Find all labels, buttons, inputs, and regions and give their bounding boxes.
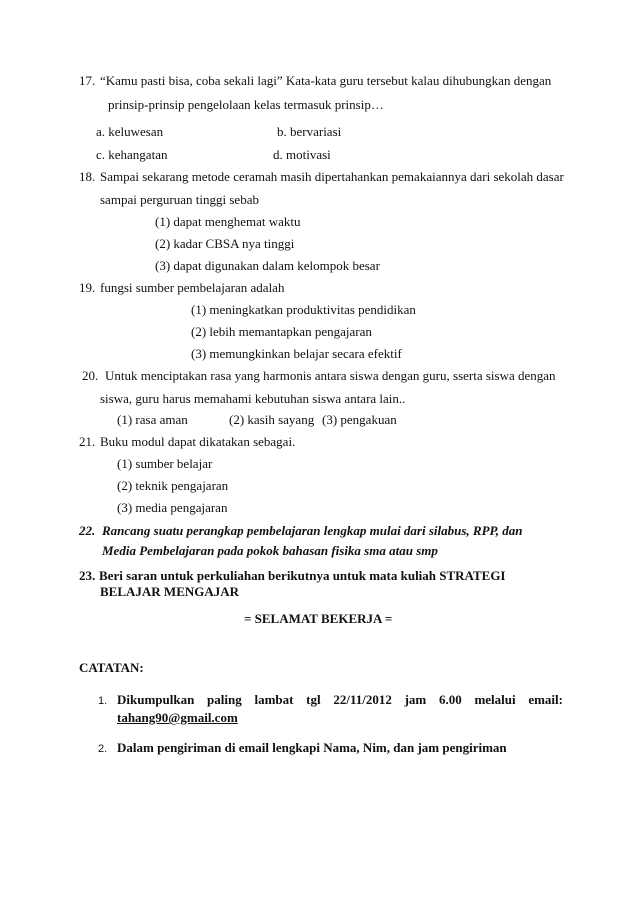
note-2-text: Dalam pengiriman di email lengkapi Nama, Nim, dan jam pengiriman: [117, 740, 507, 755]
note-1-number: 1.: [98, 695, 108, 707]
q18-number: 18.: [79, 169, 96, 184]
q18-item-3: (3) dapat digunakan dalam kelompok besar: [155, 258, 380, 273]
q18-item-2: (2) kadar CBSA nya tinggi: [155, 236, 295, 251]
q19-item-3: (3) memungkinkan belajar secara efektif: [191, 346, 402, 361]
q20-item-2: (2) kasih sayang: [229, 412, 315, 427]
note-1-word: Dikumpulkan: [117, 692, 195, 707]
q18-stem-line1: Sampai sekarang metode ceramah masih dipertahankan pemakaiannya dari sekolah dasar: [100, 169, 564, 184]
q19-stem-line1: fungsi sumber pembelajaran adalah: [100, 280, 285, 295]
q17-option-b: b. bervariasi: [277, 124, 342, 139]
note-1-time: 6.00: [438, 692, 462, 707]
q17-stem-line2: prinsip-prinsip pengelolaan kelas termasuk prinsip…: [108, 97, 384, 112]
q21-item-2: (2) teknik pengajaran: [117, 478, 229, 493]
q22-number: 22.: [79, 523, 96, 538]
q17-stem-line1: “Kamu pasti bisa, coba sekali lagi” Kata-kata guru tersebut kalau dihubungkan dengan: [100, 73, 552, 88]
q20-stem-line2: siswa, guru harus memahami kebutuhan siswa antara lain..: [100, 391, 406, 406]
q17-number: 17.: [79, 73, 96, 88]
note-1-word: jam: [404, 692, 427, 707]
note-1-word: paling: [207, 692, 242, 707]
notes-heading: CATATAN:: [79, 660, 144, 675]
q17-option-a: a. keluwesan: [96, 124, 164, 139]
q17-option-d: d. motivasi: [273, 147, 331, 162]
q22-stem-line2: Media Pembelajaran pada pokok bahasan fisika sma atau smp: [102, 543, 438, 558]
q21-number: 21.: [79, 434, 96, 449]
note-1-word: melalui: [474, 692, 516, 707]
q23-stem-line1: Beri saran untuk perkuliahan berikutnya untuk mata kuliah STRATEGI: [99, 568, 506, 583]
q22-stem-line1: Rancang suatu perangkap pembelajaran lengkap mulai dari silabus, RPP, dan: [102, 523, 523, 538]
q23-number: 23.: [79, 568, 96, 583]
q18-stem-line2: sampai perguruan tinggi sebab: [100, 192, 259, 207]
closing-line: = SELAMAT BEKERJA =: [244, 611, 393, 626]
q19-item-1: (1) meningkatkan produktivitas pendidikan: [191, 302, 416, 317]
note-1-word: email:: [528, 692, 563, 707]
q19-number: 19.: [79, 280, 96, 295]
note-1-word: tgl: [306, 692, 321, 707]
q17-option-c: c. kehangatan: [96, 147, 168, 162]
email-link[interactable]: tahang90@gmail.com: [117, 710, 238, 725]
q21-item-1: (1) sumber belajar: [117, 456, 213, 471]
q20-item-1: (1) rasa aman: [117, 412, 188, 427]
q19-item-2: (2) lebih memantapkan pengajaran: [191, 324, 372, 339]
q20-number: 20.: [82, 368, 99, 383]
q20-stem-line1: Untuk menciptakan rasa yang harmonis antara siswa dengan guru, sserta siswa dengan: [105, 368, 556, 383]
q18-item-1: (1) dapat menghemat waktu: [155, 214, 301, 229]
note-2-number: 2.: [98, 743, 108, 755]
note-1-text: [117, 692, 563, 708]
q23-stem-line2: BELAJAR MENGAJAR: [100, 584, 240, 599]
note-1-word: lambat: [254, 692, 294, 707]
q21-stem-line1: Buku modul dapat dikatakan sebagai.: [100, 434, 296, 449]
note-1-date: 22/11/2012: [333, 692, 392, 707]
q20-item-3: (3) pengakuan: [322, 412, 397, 427]
q21-item-3: (3) media pengajaran: [117, 500, 228, 515]
